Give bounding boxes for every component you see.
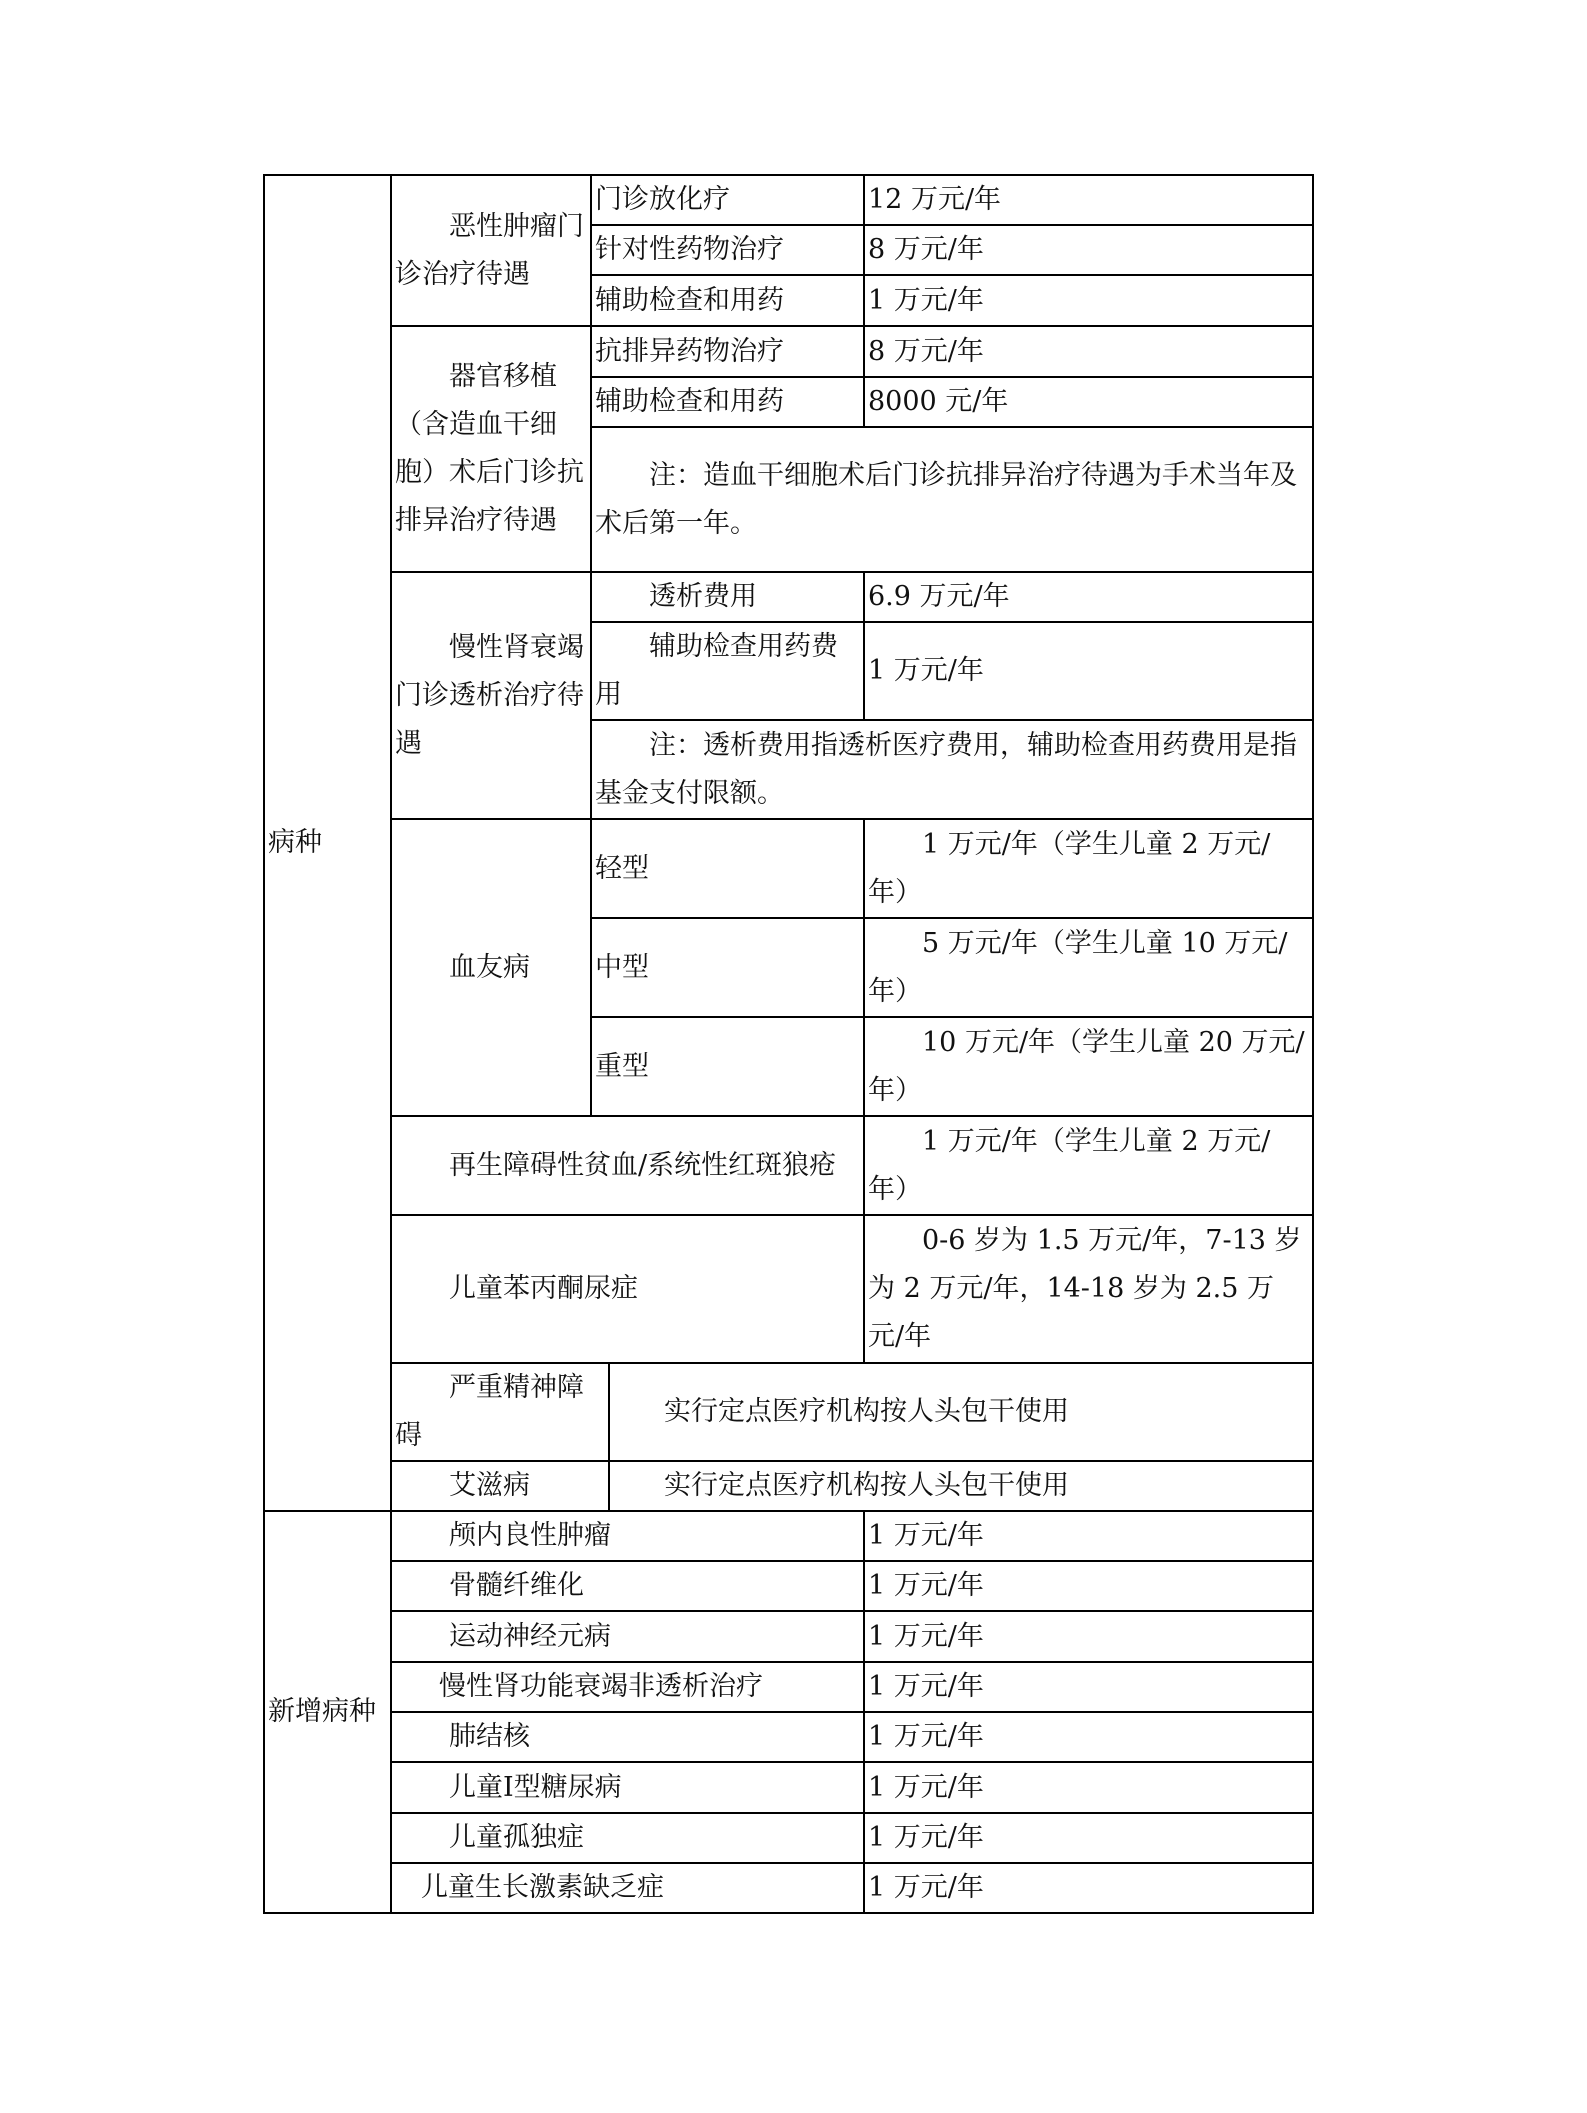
new-item-amount: 1 万元/年 [864, 1762, 1313, 1813]
transplant-item-label: 抗排异药物治疗 [591, 326, 864, 377]
new-item-name: 颅内良性肿瘤 [391, 1511, 864, 1561]
aids-name: 艾滋病 [391, 1461, 609, 1511]
renal-item-label: 透析费用 [591, 572, 864, 622]
new-item-name: 运动神经元病 [391, 1611, 864, 1662]
new-item-amount: 1 万元/年 [864, 1511, 1313, 1561]
new-item-name: 慢性肾功能衰竭非透析治疗 [391, 1662, 864, 1712]
renal-name: 慢性肾衰竭门诊透析治疗待遇 [391, 572, 591, 819]
new-item-name: 儿童孤独症 [391, 1813, 864, 1863]
transplant-name: 器官移植（含造血干细胞）术后门诊抗排异治疗待遇 [391, 326, 591, 572]
tumor-name: 恶性肿瘤门诊治疗待遇 [391, 175, 591, 326]
pku-name: 儿童苯丙酮尿症 [391, 1215, 864, 1363]
tumor-item-amount: 1 万元/年 [864, 275, 1313, 326]
hemophilia-item-amount: 5 万元/年（学生儿童 10 万元/年） [864, 918, 1313, 1017]
new-item-name: 儿童Ⅰ型糖尿病 [391, 1762, 864, 1813]
new-item-amount: 1 万元/年 [864, 1813, 1313, 1863]
tumor-item-label: 门诊放化疗 [591, 175, 864, 225]
hemophilia-item-amount: 1 万元/年（学生儿童 2 万元/年） [864, 819, 1313, 918]
hemophilia-item-label: 重型 [591, 1017, 864, 1116]
hemophilia-item-label: 轻型 [591, 819, 864, 918]
category-new: 新增病种 [264, 1511, 391, 1913]
hemophilia-name: 血友病 [391, 819, 591, 1116]
mental-name: 严重精神障碍 [391, 1363, 609, 1461]
hemophilia-item-amount: 10 万元/年（学生儿童 20 万元/年） [864, 1017, 1313, 1116]
aids-amount: 实行定点医疗机构按人头包干使用 [609, 1461, 1313, 1511]
renal-note: 注：透析费用指透析医疗费用，辅助检查用药费用是指基金支付限额。 [591, 720, 1313, 819]
anemia-amount: 1 万元/年（学生儿童 2 万元/年） [864, 1116, 1313, 1215]
medical-benefit-table [263, 174, 1314, 1914]
renal-item-label: 辅助检查用药费用 [591, 622, 864, 720]
new-item-name: 骨髓纤维化 [391, 1561, 864, 1611]
new-item-name: 肺结核 [391, 1712, 864, 1762]
pku-amount: 0-6 岁为 1.5 万元/年，7-13 岁为 2 万元/年，14-18 岁为 2.5 万元/年 [864, 1215, 1313, 1363]
tumor-item-label: 辅助检查和用药 [591, 275, 864, 326]
new-item-amount: 1 万元/年 [864, 1662, 1313, 1712]
transplant-item-label: 辅助检查和用药 [591, 377, 864, 427]
tumor-item-amount: 8 万元/年 [864, 225, 1313, 275]
renal-item-amount: 6.9 万元/年 [864, 572, 1313, 622]
transplant-note: 注：造血干细胞术后门诊抗排异治疗待遇为手术当年及术后第一年。 [591, 427, 1313, 572]
new-item-amount: 1 万元/年 [864, 1561, 1313, 1611]
tumor-item-amount: 12 万元/年 [864, 175, 1313, 225]
mental-amount: 实行定点医疗机构按人头包干使用 [609, 1363, 1313, 1461]
transplant-item-amount: 8000 元/年 [864, 377, 1313, 427]
renal-item-amount: 1 万元/年 [864, 622, 1313, 720]
new-item-amount: 1 万元/年 [864, 1712, 1313, 1762]
transplant-item-amount: 8 万元/年 [864, 326, 1313, 377]
new-item-amount: 1 万元/年 [864, 1611, 1313, 1662]
anemia-name: 再生障碍性贫血/系统性红斑狼疮 [391, 1116, 864, 1215]
category-main: 病种 [264, 175, 391, 1511]
new-item-name: 儿童生长激素缺乏症 [391, 1863, 864, 1913]
tumor-item-label: 针对性药物治疗 [591, 225, 864, 275]
new-item-amount: 1 万元/年 [864, 1863, 1313, 1913]
hemophilia-item-label: 中型 [591, 918, 864, 1017]
